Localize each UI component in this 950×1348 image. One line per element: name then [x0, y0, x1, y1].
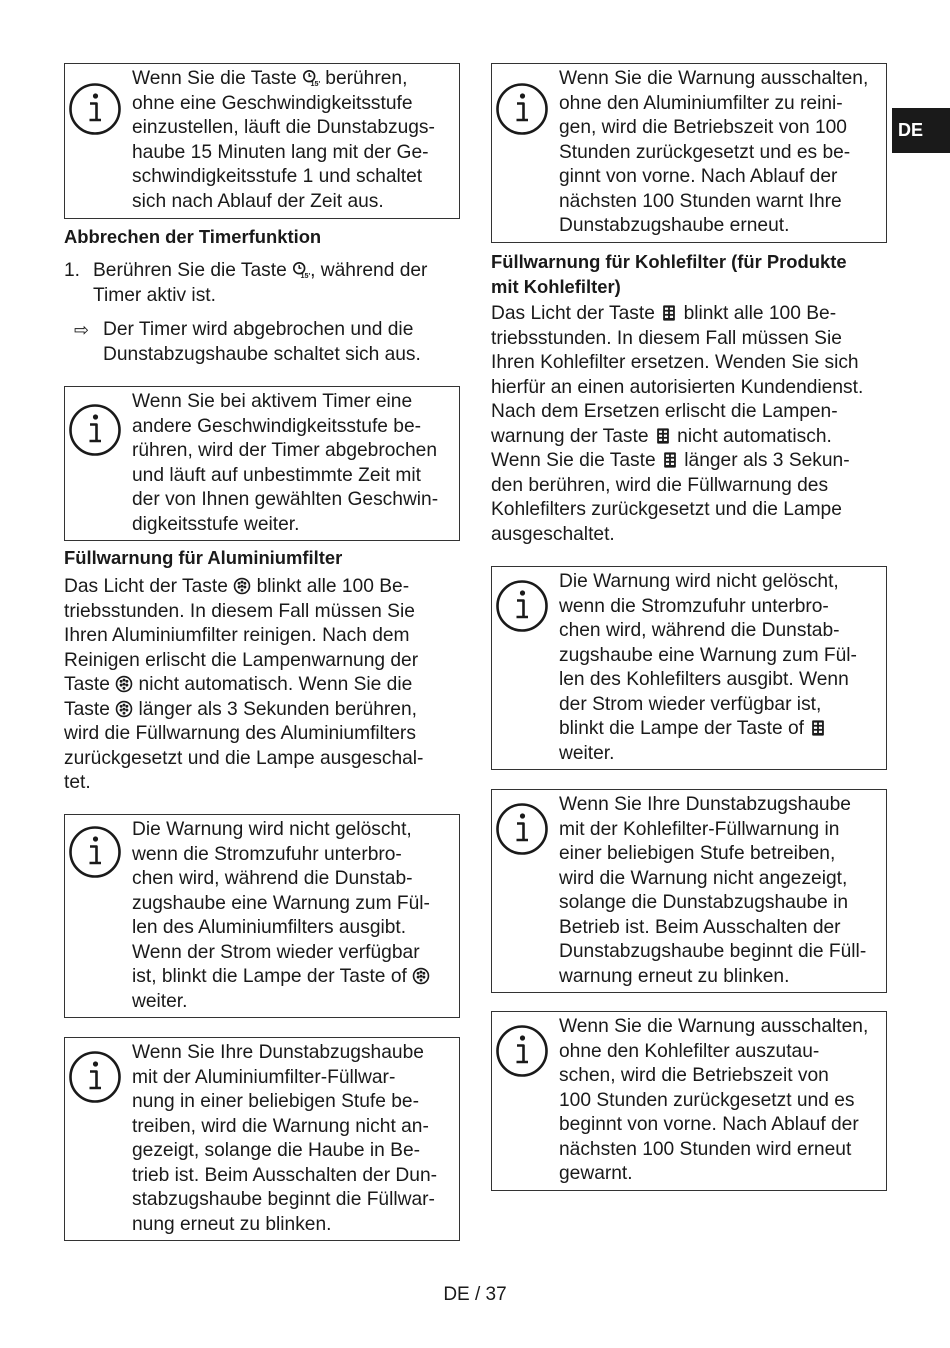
result-arrow-icon: ⇨	[74, 320, 90, 340]
step-text: Berühren Sie die Taste , während der Timer aktiv ist.	[93, 260, 428, 306]
aluminium-filter-icon	[115, 675, 133, 693]
aluminium-filter-icon	[412, 967, 430, 985]
note-text: Wenn Sie bei aktivem Timer eine andere Geschwindigkeitsstufe be- rühren, wird der Timer abgebrochen und läuft auf unbestimmte Zeit mit der von Ihnen gewählten Geschwin- digkeitsstufe weiter.	[132, 391, 439, 535]
paragraph-carbon-filter: Das Licht der Taste blinkt alle 100 Be- triebsstunden. In diesem Fall müssen Sie Ihren Kohlefilter ersetzen. Wenden Sie sich hierfür an einen autorisierten Kundendienst. Nach dem Ersetzen erlischt die Lampen- warnung der Taste nicht automatisch. Wenn Sie die Taste länger als 3 Sekun- den berühren, wird die Füllwarnung des Kohlefilters zurückgesetzt und die Lampe ausgeschaltet.	[491, 303, 864, 545]
language-tab: DE	[892, 108, 950, 153]
heading-carbon-filter: Füllwarnung für Kohlefilter (für Produkte mit Kohlefilter)	[491, 251, 847, 297]
page-number: DE / 37	[443, 1284, 507, 1305]
carbon-filter-icon	[661, 451, 679, 469]
carbon-filter-icon	[660, 304, 678, 322]
heading-aluminium-filter: Füllwarnung für Aluminiumfilter	[64, 547, 343, 568]
info-note-alu-power	[64, 814, 460, 1018]
note-text: Die Warnung wird nicht gelöscht, wenn die Stromzufuhr unterbro- chen wird, während die Dunstab- zugshaube eine Warnung zum Fül- len des Aluminiumfilters ausgibt. Wenn der Strom wieder verfügbar ist, blinkt die Lampe der Taste of weiter.	[132, 819, 430, 1012]
info-circle-icon	[495, 802, 549, 856]
info-note-timer-change	[64, 386, 460, 541]
aluminium-filter-icon	[115, 700, 133, 718]
info-note-timer-default	[64, 63, 460, 219]
timer-15-icon	[292, 261, 310, 279]
carbon-filter-icon	[809, 719, 827, 737]
info-circle-icon	[495, 579, 549, 633]
info-circle-icon	[68, 1050, 122, 1104]
info-note-carbon-reset	[491, 1011, 887, 1191]
note-text: Die Warnung wird nicht gelöscht, wenn die Stromzufuhr unterbro- chen wird, während die Dunstab- zugshaube eine Warnung zum Fül- len des Kohlefilters ausgibt. Wenn der Strom wieder verfügbar ist, blinkt die Lampe der Taste of weiter.	[559, 571, 857, 764]
info-note-carbon-operation	[491, 789, 887, 993]
info-circle-icon	[68, 403, 122, 457]
info-note-alu-reset	[491, 63, 887, 243]
note-text: Wenn Sie Ihre Dunstabzugshaube mit der Kohlefilter-Füllwarnung in einer beliebigen Stufe betreiben, wird die Warnung nicht angezeigt, solange die Dunstabzugshaube in Betrieb ist. Beim Ausschalten der Dunstabzugshaube beginnt die Füll- warnung erneut zu blinken.	[559, 794, 867, 987]
info-circle-icon	[68, 825, 122, 879]
heading-cancel-timer: Abbrechen der Timerfunktion	[64, 226, 322, 247]
note-text: Wenn Sie die Warnung ausschalten, ohne den Aluminiumfilter zu reini- gen, wird die Betriebszeit von 100 Stunden zurückgesetzt und es be- ginnt von vorne. Nach Ablauf der nächsten 100 Stunden warnt Ihre Dunstabzugshaube erneut.	[559, 68, 869, 236]
info-circle-icon	[68, 82, 122, 136]
info-circle-icon	[495, 1024, 549, 1078]
paragraph-aluminium-filter: Das Licht der Taste blinkt alle 100 Be- triebsstunden. In diesem Fall müssen Sie Ihren Aluminiumfilter reinigen. Nach dem Reinigen erlischt die Lampenwarnung der Taste nicht automatisch. Wenn Sie die Taste länger als 3 Sekunden berühren, wird die Füllwarnung des Aluminiumfilters zurückgesetzt und die Lampe ausgeschal- tet.	[64, 576, 424, 793]
note-text: Wenn Sie die Warnung ausschalten, ohne den Kohlefilter auszutau- schen, wird die Betriebszeit von 100 Stunden zurückgesetzt und es beginnt von vorne. Nach Ablauf der nächsten 100 Stunden wird erneut gewarnt.	[559, 1016, 869, 1184]
timer-15-icon	[302, 69, 320, 87]
info-note-carbon-power	[491, 566, 887, 770]
step-number: 1.	[64, 260, 81, 281]
info-circle-icon	[495, 82, 549, 136]
carbon-filter-icon	[654, 427, 672, 445]
aluminium-filter-icon	[233, 577, 251, 595]
info-note-alu-operation	[64, 1037, 460, 1241]
note-text: Wenn Sie Ihre Dunstabzugshaube mit der Aluminiumfilter-Füllwar- nung in einer beliebigen Stufe be- treiben, wird die Warnung nicht an- gezeigt, solange die Haube in Be- trieb ist. Beim Ausschalten der Dun- stabzugshaube beginnt die Füllwar- nung erneut zu blinken.	[132, 1042, 438, 1235]
result-text: Der Timer wird abgebrochen und die Dunstabzugshaube schaltet sich aus.	[103, 319, 421, 365]
note-text: Wenn Sie die Taste berühren, ohne eine Geschwindigkeitsstufe einzustellen, läuft die Dunstabzugs- haube 15 Minuten lang mit der Ge- schwindigkeitsstufe 1 und schaltet sich nach Ablauf der Zeit aus.	[132, 68, 435, 212]
